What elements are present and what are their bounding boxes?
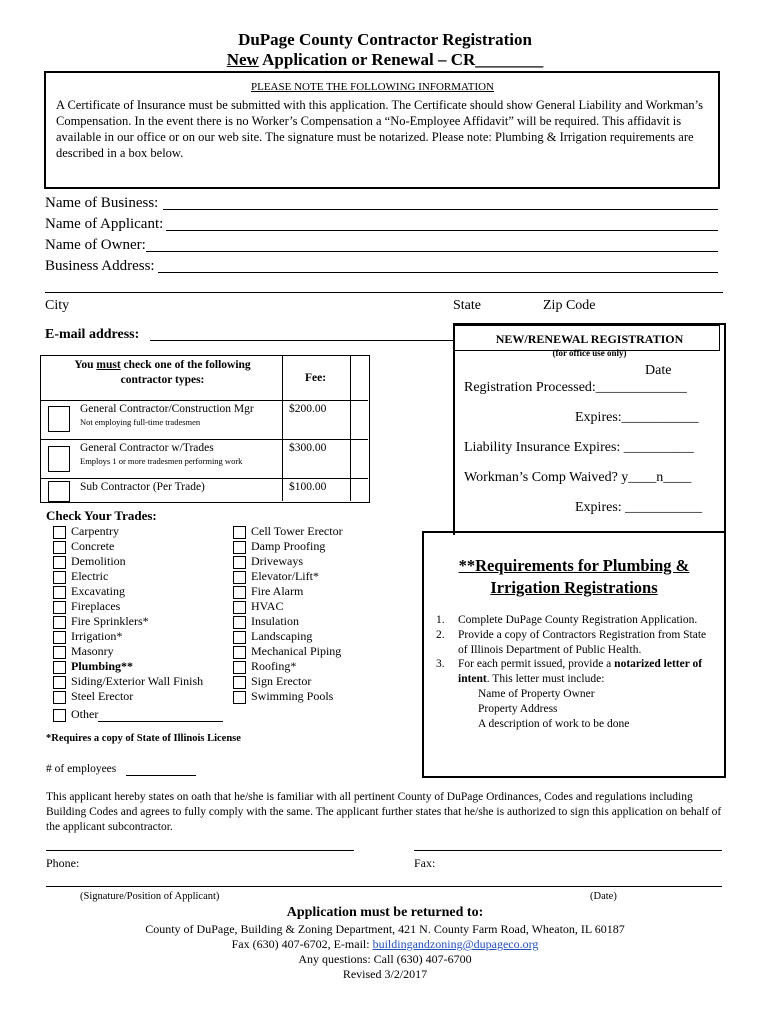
trade-item[interactable]: Masonry bbox=[53, 644, 223, 659]
trade-item[interactable]: Fireplaces bbox=[53, 599, 223, 614]
email-input[interactable] bbox=[150, 340, 453, 341]
trade-item[interactable]: Fire Sprinklers* bbox=[53, 614, 223, 629]
contractor-type-name: General Contractor w/Trades bbox=[80, 442, 214, 454]
trade-item[interactable]: Cell Tower Erector bbox=[233, 524, 343, 539]
phone-input[interactable] bbox=[46, 850, 354, 851]
trades-heading: Check Your Trades: bbox=[46, 508, 157, 523]
business-label: Name of Business: bbox=[45, 195, 159, 211]
office-title: NEW/RENEWAL REGISTRATION bbox=[495, 332, 684, 346]
trade-item[interactable]: Steel Erector bbox=[53, 689, 223, 704]
oath-statement: This applicant hereby states on oath that he/she is familiar with all pertinent County of DuPage Ordinances, Codes and regulations including Building Codes and agrees to fully comply with the same. The applicant further states that he/she is authorized to sign this application on behalf of the applicant subcontractor. bbox=[46, 791, 722, 833]
requirement-item: 1. Complete DuPage County Registration Application. bbox=[436, 614, 698, 626]
page-subtitle bbox=[0, 50, 770, 70]
subtitle-new: New bbox=[226, 50, 259, 69]
contractor-types-header: You must check one of the following contractor types: bbox=[74, 359, 251, 386]
trade-checkbox[interactable] bbox=[53, 526, 66, 539]
contractor-type-name: General Contractor/Construction Mgr bbox=[80, 403, 254, 415]
trade-item[interactable]: Excavating bbox=[53, 584, 223, 599]
city-label: City bbox=[45, 298, 70, 313]
trade-item[interactable]: Roofing* bbox=[233, 659, 343, 674]
return-heading: Application must be returned to: bbox=[286, 905, 484, 920]
trade-checkbox[interactable] bbox=[233, 676, 246, 689]
trade-checkbox[interactable] bbox=[53, 586, 66, 599]
signature-input[interactable] bbox=[46, 886, 722, 887]
fax-input[interactable] bbox=[414, 850, 722, 851]
office-subtitle: (for office use only) bbox=[552, 348, 627, 358]
trade-checkbox[interactable] bbox=[53, 676, 66, 689]
trade-checkbox[interactable] bbox=[53, 541, 66, 554]
general-contractor-checkbox[interactable] bbox=[48, 406, 70, 432]
requirement-item: 2. Provide a copy of Contractors Registration from State of Illinois Department of Public Health. bbox=[436, 628, 707, 656]
trade-item[interactable]: Irrigation* bbox=[53, 629, 223, 644]
requirement-subitem: A description of work to be done bbox=[478, 717, 630, 730]
trade-other[interactable]: Other bbox=[53, 707, 223, 722]
trade-checkbox[interactable] bbox=[53, 601, 66, 614]
expires-1: Expires:___________ bbox=[575, 410, 699, 425]
general-contractor-trades-checkbox[interactable] bbox=[48, 446, 70, 472]
trade-checkbox[interactable] bbox=[53, 709, 66, 722]
trade-checkbox[interactable] bbox=[53, 616, 66, 629]
date-label: (Date) bbox=[590, 891, 617, 902]
trade-checkbox[interactable] bbox=[233, 691, 246, 704]
address-input[interactable] bbox=[158, 272, 718, 273]
zip-label: Zip Code bbox=[543, 298, 596, 313]
office-use-box bbox=[453, 323, 726, 535]
trade-item[interactable]: Elevator/Lift* bbox=[233, 569, 343, 584]
requirement-subitem: Property Address bbox=[478, 702, 558, 715]
requirements-box bbox=[422, 531, 726, 778]
contractor-type-fee: $300.00 bbox=[289, 442, 327, 454]
address-label: Business Address: bbox=[45, 258, 155, 274]
page-title: DuPage County Contractor Registration bbox=[238, 30, 532, 49]
trades-right-column bbox=[233, 524, 343, 704]
requirement-item: 3. For each permit issued, provide a notarized letter of intent. This letter must include: bbox=[436, 658, 703, 686]
trade-checkbox[interactable] bbox=[233, 541, 246, 554]
trade-checkbox[interactable] bbox=[233, 571, 246, 584]
email-link[interactable]: buildingandzoning@dupageco.org bbox=[372, 937, 539, 951]
trade-checkbox[interactable] bbox=[53, 646, 66, 659]
trade-item[interactable]: Insulation bbox=[233, 614, 343, 629]
trade-item[interactable]: Mechanical Piping bbox=[233, 644, 343, 659]
other-trade-input[interactable] bbox=[98, 709, 223, 722]
trade-checkbox[interactable] bbox=[233, 631, 246, 644]
requirements-title: **Requirements for Plumbing & Irrigation Registrations bbox=[458, 556, 690, 597]
subtitle-rest: Application or Renewal – CR bbox=[258, 50, 476, 69]
registration-processed: Registration Processed:_____________ bbox=[464, 380, 687, 395]
notice-box bbox=[44, 71, 720, 189]
contractor-types-table bbox=[40, 355, 368, 501]
contractor-type-fee: $200.00 bbox=[289, 403, 327, 415]
trade-item[interactable]: Carpentry bbox=[53, 524, 223, 539]
requirements-list bbox=[436, 613, 716, 731]
trade-checkbox[interactable] bbox=[53, 571, 66, 584]
liability-expires: Liability Insurance Expires: __________ bbox=[464, 440, 694, 455]
trade-checkbox[interactable] bbox=[53, 631, 66, 644]
trade-item[interactable]: Driveways bbox=[233, 554, 343, 569]
trade-item[interactable]: Demolition bbox=[53, 554, 223, 569]
email-label: E-mail address: bbox=[45, 327, 140, 342]
trade-item[interactable]: Siding/Exterior Wall Finish bbox=[53, 674, 223, 689]
trade-checkbox[interactable] bbox=[233, 646, 246, 659]
contractor-type-fee: $100.00 bbox=[289, 481, 327, 493]
owner-input[interactable] bbox=[146, 251, 718, 252]
office-date-label: Date bbox=[645, 363, 672, 378]
trade-item[interactable]: Electric bbox=[53, 569, 223, 584]
trade-checkbox[interactable] bbox=[233, 556, 246, 569]
address-line-2[interactable] bbox=[45, 292, 723, 293]
questions-line: Any questions: Call (630) 407-6700 bbox=[298, 952, 472, 966]
trade-item[interactable]: Fire Alarm bbox=[233, 584, 343, 599]
return-contact: Fax (630) 407-6702, E-mail: buildingandzoning@dupageco.org bbox=[231, 937, 539, 951]
trade-checkbox[interactable] bbox=[233, 526, 246, 539]
revised-date: Revised 3/2/2017 bbox=[342, 967, 428, 981]
workmans-comp-waived: Workman’s Comp Waived? y____n____ bbox=[464, 470, 692, 485]
sub-contractor-checkbox[interactable] bbox=[48, 481, 70, 502]
trade-item[interactable]: Plumbing** bbox=[53, 659, 223, 674]
trade-item[interactable]: HVAC bbox=[233, 599, 343, 614]
applicant-label: Name of Applicant: bbox=[45, 216, 164, 232]
contractor-type-note: Employs 1 or more tradesmen performing work bbox=[80, 456, 243, 466]
trade-checkbox[interactable] bbox=[233, 586, 246, 599]
contractor-type-note: Not employing full-time tradesmen bbox=[80, 417, 201, 427]
cr-number-blank[interactable]: ________ bbox=[475, 50, 544, 69]
notice-body: A Certificate of Insurance must be submitted with this application. The Certificate should show General Liability and Workman’s Compensation. In the event there is no Worker’s Compensation a “No-Employee Affidavit” will be required. This affidavit is available in our office or on our web site. The signature must be notarized. Please note: Plumbing & Irrigation requirements are described in a box below. bbox=[56, 98, 703, 160]
fee-header: Fee: bbox=[305, 372, 327, 384]
trade-checkbox[interactable] bbox=[53, 556, 66, 569]
requirement-subitem: Name of Property Owner bbox=[478, 687, 595, 700]
fax-label: Fax: bbox=[414, 856, 436, 870]
state-label: State bbox=[453, 298, 481, 313]
return-address: County of DuPage, Building & Zoning Department, 421 N. County Farm Road, Wheaton, IL 60187 bbox=[145, 922, 625, 936]
owner-label: Name of Owner: bbox=[45, 237, 146, 253]
signature-label: (Signature/Position of Applicant) bbox=[80, 891, 220, 902]
contractor-type-name: Sub Contractor (Per Trade) bbox=[80, 481, 205, 493]
applicant-input[interactable] bbox=[166, 230, 718, 231]
trade-item[interactable]: Landscaping bbox=[233, 629, 343, 644]
trade-item[interactable]: Concrete bbox=[53, 539, 223, 554]
trades-left-column bbox=[53, 524, 223, 722]
trade-item[interactable]: Sign Erector bbox=[233, 674, 343, 689]
phone-label: Phone: bbox=[46, 856, 80, 870]
employees-label: # of employees bbox=[46, 763, 117, 775]
trade-checkbox[interactable] bbox=[233, 601, 246, 614]
trade-item[interactable]: Damp Proofing bbox=[233, 539, 343, 554]
license-note: *Requires a copy of State of Illinois License bbox=[46, 733, 241, 744]
trade-checkbox[interactable] bbox=[233, 616, 246, 629]
business-input[interactable] bbox=[163, 209, 718, 210]
trade-checkbox[interactable] bbox=[53, 661, 66, 674]
trade-item[interactable]: Swimming Pools bbox=[233, 689, 343, 704]
expires-2: Expires: ___________ bbox=[575, 500, 703, 515]
notice-heading: PLEASE NOTE THE FOLLOWING INFORMATION bbox=[251, 81, 495, 93]
trade-checkbox[interactable] bbox=[53, 691, 66, 704]
employees-input[interactable] bbox=[126, 775, 196, 776]
trade-checkbox[interactable] bbox=[233, 661, 246, 674]
